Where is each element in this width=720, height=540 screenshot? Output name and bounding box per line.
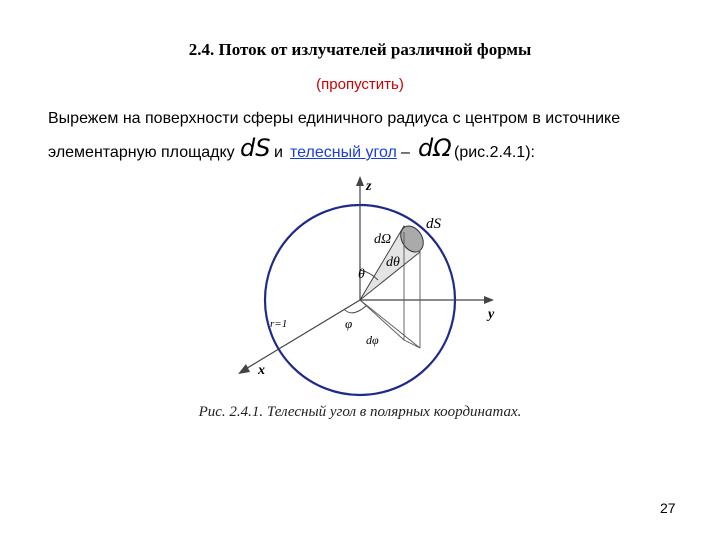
label-y: y [488,307,495,322]
dash: – [401,144,410,161]
z-arrow-icon [356,176,364,186]
label-r: r=1 [270,318,288,330]
slide-title: 2.4. Поток от излучателей различной формы [188,40,532,59]
label-phi: φ [345,316,353,331]
formula-dS: dS [240,134,271,162]
y-arrow-icon [484,296,494,304]
skip-link[interactable]: (пропустить) [316,76,404,93]
label-dS: dS [426,216,441,232]
label-x: x [258,363,265,378]
label-theta: θ [358,267,365,282]
conj-and: и [274,144,283,161]
figure-caption: Рис. 2.4.1. Телесный угол в полярных координатах. [198,404,522,420]
paragraph-line-1: Вырежем на поверхности сферы единичного радиуса с центром в источнике [48,110,621,127]
solid-angle-link[interactable]: телесный угол [290,144,397,161]
x-axis [244,300,360,370]
paragraph-line-2-start: элементарную площадку [48,144,235,161]
formula-dOmega: dΩ [418,134,452,162]
label-dtheta: dθ [386,255,400,270]
figure-reference: (рис.2.4.1): [454,144,535,161]
x-arrow-icon [238,364,250,374]
label-dOmega: dΩ [374,232,392,247]
page-number: 27 [660,500,676,516]
label-z: z [366,179,372,194]
label-dphi: dφ [366,333,379,347]
